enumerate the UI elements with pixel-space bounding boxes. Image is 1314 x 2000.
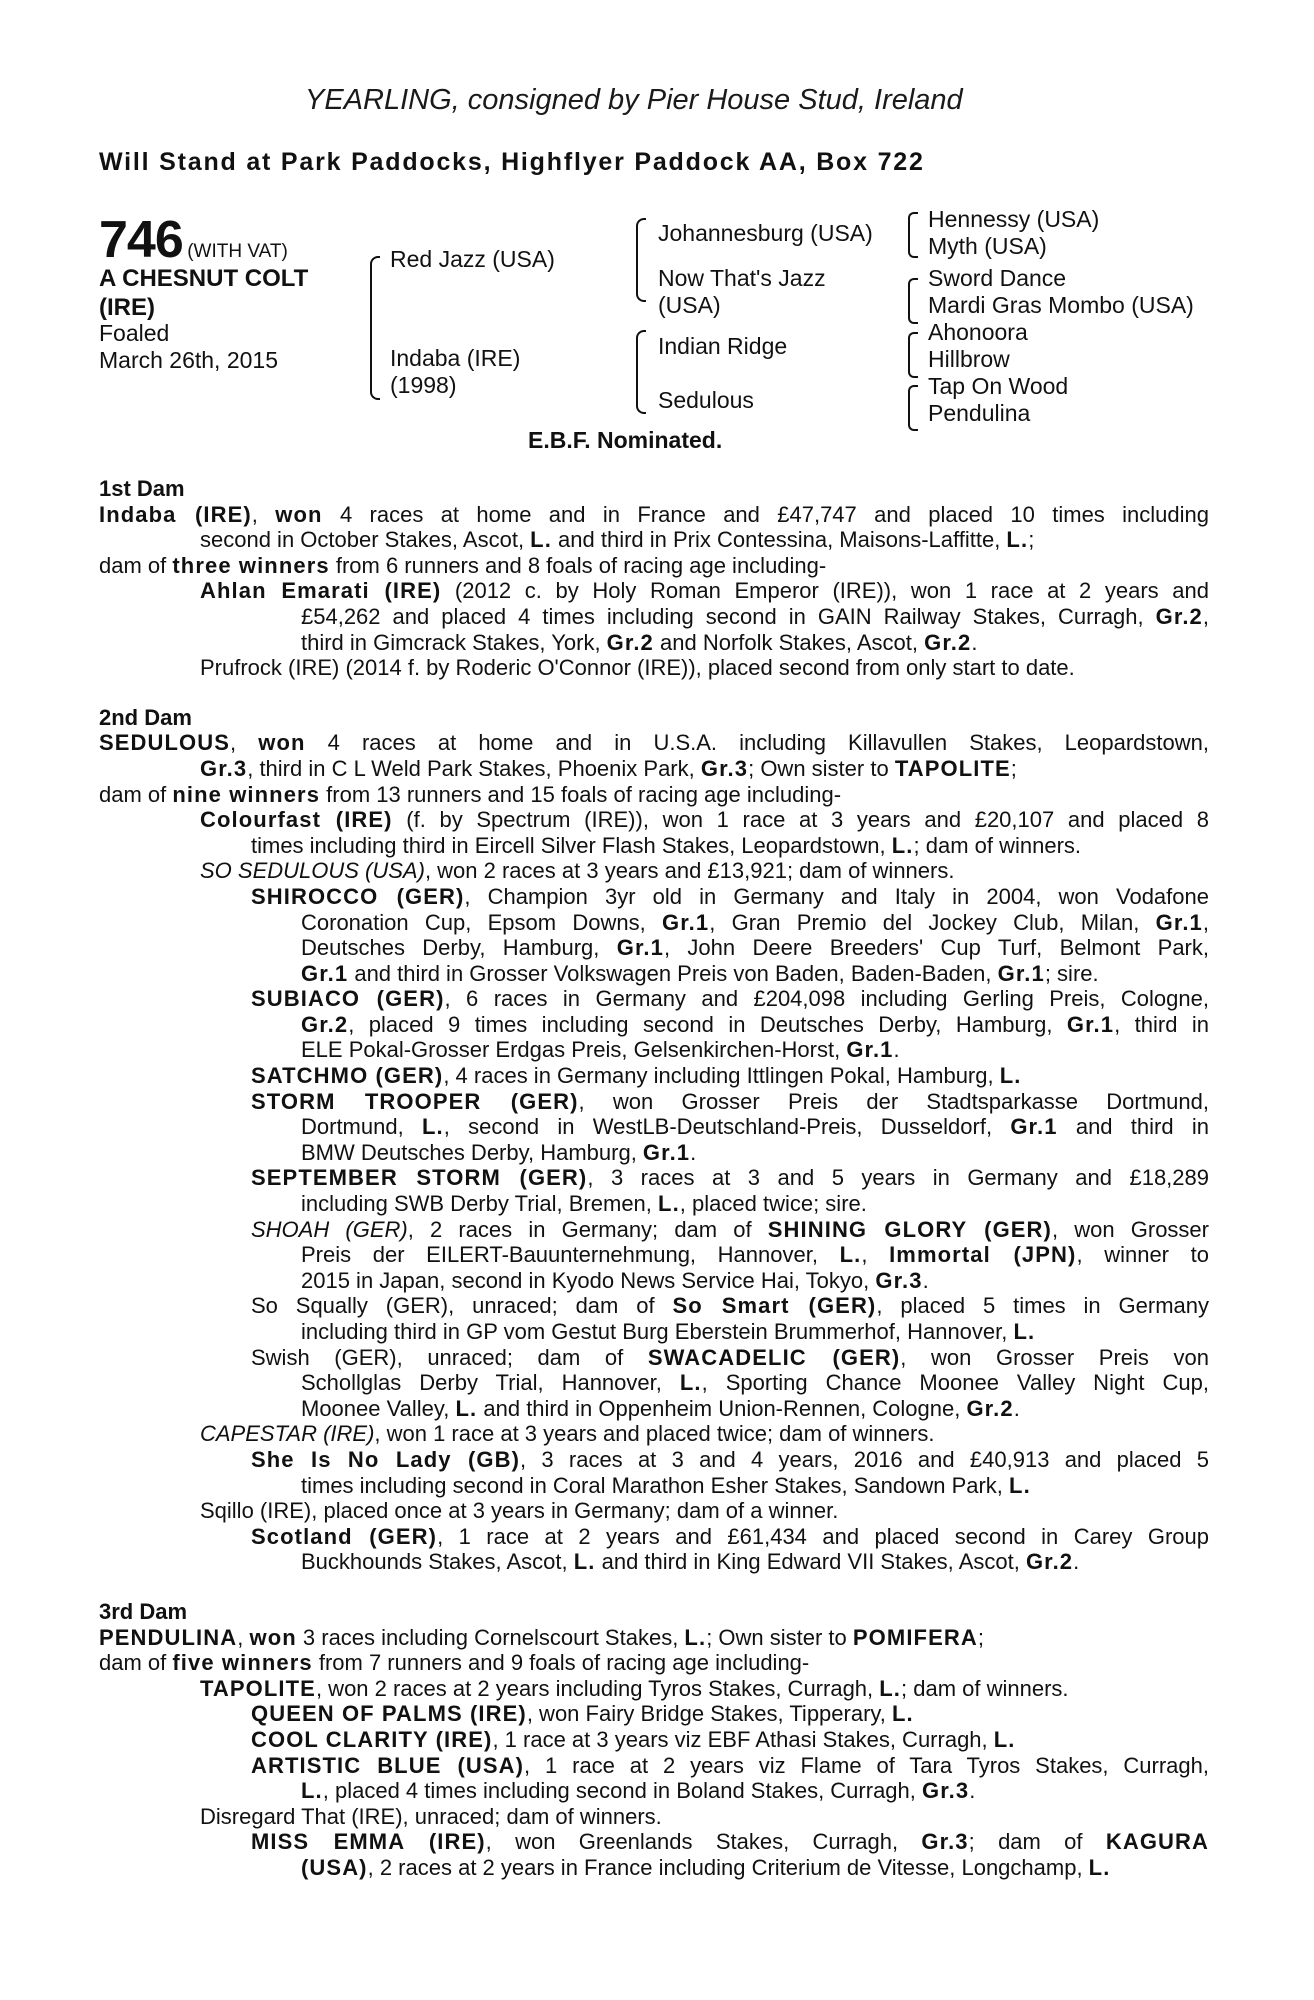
bold-text: L. (999, 1063, 1022, 1089)
pedigree-brace-g1 (908, 212, 918, 258)
plain-text: , (230, 730, 259, 756)
bold-text: She Is No Lady (GB) (251, 1446, 520, 1472)
record-line (99, 1421, 1209, 1447)
italic-text: CAPESTAR (IRE) (200, 1421, 375, 1447)
lot-number: 746 (99, 211, 183, 269)
plain-text: , 4 races in Germany including Ittlingen Pokal, Hamburg, (443, 1063, 1000, 1089)
record-line (99, 1293, 1209, 1319)
bold-text: won (249, 1624, 297, 1650)
plain-text: BMW Deutsches Derby, Hamburg, (301, 1139, 643, 1165)
plain-text: ELE Pokal-Grosser Erdgas Preis, Gelsenkirchen-Horst, (301, 1037, 847, 1063)
bold-text: TAPOLITE (894, 755, 1011, 781)
record-line (99, 1268, 1209, 1294)
plain-text: . (969, 1778, 976, 1804)
bold-text: Colourfast (IRE) (200, 807, 393, 833)
plain-text: ; (1028, 527, 1035, 553)
record-line (99, 1524, 1209, 1550)
plain-text: including third in GP vom Gestut Burg Eberstein Brummerhof, Hannover, (301, 1319, 1014, 1344)
pedigree-g8: Pendulina (928, 400, 1031, 426)
plain-text: second in October Stakes, Ascot, (200, 527, 531, 553)
bold-text: PENDULINA (99, 1624, 238, 1650)
plain-text: (f. by Spectrum (IRE)), won 1 race at 3 years and £20,107 and placed 8 (392, 807, 1209, 833)
bold-text: SEPTEMBER STORM (GER) (251, 1165, 588, 1191)
bold-text: SWACADELIC (GER) (647, 1344, 901, 1370)
record-line (99, 1676, 1209, 1702)
record-line (99, 910, 1209, 936)
bold-text: Gr.2 (606, 629, 654, 655)
record-line (99, 1701, 1209, 1727)
plain-text: dam of (99, 781, 173, 807)
pedigree-brace-sire (636, 218, 646, 302)
record-line (99, 1191, 1209, 1217)
bold-text: STORM TROOPER (GER) (251, 1088, 579, 1114)
bold-text: QUEEN OF PALMS (IRE) (251, 1701, 527, 1727)
record-line (99, 1012, 1209, 1038)
plain-text: and third in Oppenheim Union-Rennen, Cologne, (477, 1395, 967, 1421)
plain-text: , won 2 races at 3 years and £13,921; dam of winners. (424, 858, 955, 884)
record-line (99, 1855, 1209, 1881)
plain-text: , Champion 3yr old in Germany and Italy in 2004, won Vodafone (464, 883, 1209, 909)
bold-text: L. (1006, 527, 1029, 553)
bold-text: Ahlan Emarati (IRE) (200, 578, 442, 604)
bold-text: three winners (172, 552, 330, 578)
plain-text: ; (1010, 755, 1017, 781)
record-line (99, 1063, 1209, 1089)
plain-text: Disregard That (IRE), unraced; dam of winners. (200, 1803, 662, 1829)
record-line (99, 1114, 1209, 1140)
bold-text: L. (839, 1242, 862, 1268)
pedigree-g6: Hillbrow (928, 346, 1010, 372)
bold-text: POMIFERA (852, 1624, 978, 1650)
bold-text: L. (891, 832, 914, 858)
record-line (99, 756, 1209, 782)
bold-text: Gr.1 (616, 935, 664, 961)
bold-text: Gr.1 (1155, 909, 1203, 935)
plain-text: , won Greenlands Stakes, Curragh, (485, 1829, 922, 1855)
record-line (99, 1650, 1209, 1676)
pedigree-sire-sire: Johannesburg (USA) (658, 220, 873, 246)
record-line (99, 1829, 1209, 1855)
bold-text: L. (421, 1114, 444, 1140)
plain-text: , Gran Premio del Jockey Club, Milan, (709, 909, 1156, 935)
plain-text: , 3 races at 3 and 5 years in Germany and £18,289 (587, 1165, 1209, 1191)
bold-text: SEDULOUS (99, 730, 231, 756)
record-line (99, 1778, 1209, 1804)
plain-text: 2015 in Japan, second in Kyodo News Service Hai, Tokyo, (301, 1267, 876, 1293)
plain-text: . (893, 1037, 900, 1063)
bold-text: Gr.1 (301, 960, 349, 986)
plain-text: , (251, 501, 276, 527)
plain-text: ; Own sister to (748, 755, 895, 781)
plain-text: , 3 races at 3 and 4 years, 2016 and £40,913 and placed 5 (520, 1446, 1209, 1472)
pedigree-brace-dam (636, 330, 646, 414)
bold-text: Gr.3 (922, 1778, 970, 1804)
bold-text: L. (679, 1370, 702, 1396)
plain-text: Coronation Cup, Epsom Downs, (301, 909, 662, 935)
record-line (99, 1804, 1209, 1830)
record-line (99, 1319, 1209, 1345)
record-line (99, 1089, 1209, 1115)
bold-text: Gr.3 (200, 755, 248, 781)
lot-number-block (99, 210, 288, 270)
bold-text: So Smart (GER) (672, 1293, 877, 1319)
bold-text: L. (879, 1675, 902, 1701)
bold-text: SHINING GLORY (GER) (767, 1216, 1052, 1242)
bold-text: L. (455, 1395, 478, 1421)
record-line (99, 1140, 1209, 1166)
plain-text: So Squally (GER), unraced; dam of (251, 1293, 673, 1319)
plain-text: , placed 9 times including second in Deutsches Derby, Hamburg, (348, 1011, 1067, 1037)
plain-text: Dortmund, (301, 1114, 422, 1140)
bold-text: L. (993, 1726, 1016, 1752)
vat-note: (WITH VAT) (187, 241, 288, 262)
pedigree-brace-g3 (908, 332, 918, 378)
bold-text: Gr.1 (662, 909, 710, 935)
record-line (99, 782, 1209, 808)
pedigree-sire: Red Jazz (USA) (390, 246, 555, 272)
bold-text: L. (1009, 1472, 1031, 1498)
record-line (99, 502, 1209, 528)
bold-text: Gr.3 (875, 1267, 923, 1293)
plain-text: . (690, 1139, 697, 1165)
pedigree-sire-dam-line2: (USA) (658, 292, 721, 318)
bold-text: Gr.1 (846, 1037, 894, 1063)
plain-text: . (971, 629, 978, 655)
plain-text: , (861, 1242, 890, 1268)
record-line (99, 986, 1209, 1012)
bold-text: Gr.3 (921, 1829, 969, 1855)
bold-text: (USA) (301, 1854, 368, 1880)
plain-text: from 6 runners and 8 foals of racing age including- (329, 552, 827, 578)
plain-text: , won Grosser (1051, 1216, 1209, 1242)
bold-text: SUBIACO (GER) (251, 986, 445, 1012)
bold-text: Gr.1 (1010, 1114, 1058, 1140)
bold-text: Gr.2 (924, 629, 972, 655)
bold-text: Gr.1 (997, 960, 1045, 986)
bold-text: Immortal (JPN) (889, 1242, 1077, 1268)
record-line (99, 1473, 1209, 1499)
record-line (99, 1242, 1209, 1268)
bold-text: L. (1088, 1854, 1111, 1880)
plain-text: , 1 race at 2 years viz Flame of Tara Tyros Stakes, Curragh, (524, 1752, 1209, 1778)
record-line (99, 1625, 1209, 1651)
plain-text: , second in WestLB-Deutschland-Preis, Dusseldorf, (443, 1114, 1011, 1140)
plain-text: Swish (GER), unraced; dam of (251, 1344, 648, 1370)
bold-text: L. (684, 1624, 707, 1650)
plain-text: and Norfolk Stakes, Ascot, (653, 629, 925, 655)
plain-text: , 6 races in Germany and £204,098 including Gerling Preis, Cologne, (444, 986, 1209, 1012)
record-line (99, 1727, 1209, 1753)
plain-text: ; Own sister to (706, 1624, 853, 1650)
pedigree-g1: Hennessy (USA) (928, 206, 1100, 232)
plain-text: Deutsches Derby, Hamburg, (301, 935, 617, 961)
pedigree-g3: Sword Dance (928, 265, 1067, 291)
plain-text: (2012 c. by Holy Roman Emperor (IRE)), won 1 race at 2 years and (441, 578, 1209, 604)
bold-text: Gr.1 (642, 1139, 691, 1165)
bold-text: won (275, 501, 323, 527)
plain-text: 4 races at home and in France and £47,747 and placed 10 times including (322, 501, 1209, 527)
plain-text: , (237, 1624, 250, 1650)
section-heading: 1st Dam (99, 476, 185, 501)
bold-text: Scotland (GER) (251, 1523, 438, 1549)
bold-text: L. (301, 1778, 323, 1804)
pedigree-sire-dam-line1: Now That's Jazz (658, 265, 826, 291)
record-line (99, 527, 1209, 553)
bold-text: ARTISTIC BLUE (USA) (251, 1752, 525, 1778)
bold-text: Gr.2 (1155, 603, 1203, 629)
record-line (99, 884, 1209, 910)
plain-text: 4 races at home and in U.S.A. including Killavullen Stakes, Leopardstown, (305, 730, 1209, 756)
pedigree-brace-g2 (908, 278, 918, 324)
record-line (99, 1370, 1209, 1396)
foaled-label: Foaled (99, 320, 170, 346)
italic-text: SHOAH (GER) (251, 1216, 408, 1242)
bold-text: L. (530, 527, 552, 553)
plain-text: dam of (99, 552, 173, 578)
bold-text: Gr.1 (1066, 1011, 1115, 1037)
plain-text: , third in (1114, 1011, 1209, 1037)
record-line (99, 578, 1209, 604)
plain-text: from 13 runners and 15 foals of racing age including- (320, 781, 842, 807)
section-heading: 2nd Dam (99, 704, 192, 730)
italic-text: SO SEDULOUS (USA) (200, 858, 425, 884)
plain-text: Preis der EILERT-Bauunternehmung, Hannover, (301, 1242, 840, 1268)
record-line (99, 1037, 1209, 1063)
record-line (99, 1345, 1209, 1371)
plain-text: and third in King Edward VII Stakes, Ascot, (595, 1549, 1026, 1575)
bold-text: L. (892, 1701, 914, 1727)
plain-text: , Sporting Chance Moonee Valley Night Cup, (701, 1370, 1209, 1396)
section-heading: 3rd Dam (99, 1598, 188, 1624)
bold-text: five winners (172, 1650, 313, 1676)
bold-text: Gr.2 (1025, 1549, 1074, 1575)
plain-text: , placed 5 times in Germany (876, 1293, 1209, 1319)
plain-text: Sqillo (IRE), placed once at 3 years in Germany; dam of a winner. (200, 1498, 839, 1524)
plain-text: , winner to (1076, 1242, 1209, 1268)
bold-text: COOL CLARITY (IRE) (251, 1726, 493, 1752)
record-line (99, 833, 1209, 859)
plain-text: , won 1 race at 3 years and placed twice; dam of winners. (374, 1421, 935, 1447)
plain-text: ; dam of (968, 1829, 1106, 1855)
plain-text: Buckhounds Stakes, Ascot, (301, 1549, 574, 1575)
record-line (99, 1217, 1209, 1243)
plain-text: dam of (99, 1650, 173, 1676)
plain-text: , John Deere Breeders' Cup Turf, Belmont Park, (663, 935, 1209, 961)
ebf-nominated: E.B.F. Nominated. (528, 427, 723, 453)
plain-text: from 7 runners and 9 foals of racing age including- (312, 1650, 810, 1676)
pedigree-dam-dam: Sedulous (658, 387, 754, 413)
bold-text: KAGURA (1105, 1829, 1210, 1855)
plain-text: times including second in Coral Marathon Esher Stakes, Sandown Park, (301, 1472, 1010, 1498)
plain-text: ; dam of winners. (901, 1675, 1069, 1701)
plain-text: , placed 4 times including second in Boland Stakes, Curragh, (322, 1778, 922, 1804)
plain-text: ; (977, 1624, 984, 1650)
plain-text: and third in Grosser Volkswagen Preis von Baden, Baden-Baden, (348, 960, 998, 986)
pedigree-g4: Mardi Gras Mombo (USA) (928, 292, 1194, 318)
bold-text: MISS EMMA (IRE) (251, 1829, 486, 1855)
lot-description-1: A CHESNUT COLT (99, 265, 309, 292)
record-line (99, 655, 1209, 681)
plain-text: , 1 race at 3 years viz EBF Athasi Stakes, Curragh, (492, 1726, 994, 1752)
record-line (99, 807, 1209, 833)
record-line (99, 630, 1209, 656)
pedigree-dam-line2: (1998) (390, 372, 457, 398)
bold-text: Gr.2 (301, 1011, 349, 1037)
record-line (99, 1447, 1209, 1473)
foaled-date: March 26th, 2015 (99, 347, 279, 373)
record-line (99, 1396, 1209, 1422)
record-line (99, 1549, 1209, 1575)
plain-text: , 1 race at 2 years and £61,434 and placed second in Carey Group (437, 1523, 1209, 1549)
plain-text: , (1202, 603, 1209, 629)
plain-text: , won Grosser Preis der Stadtsparkasse Dortmund, (578, 1088, 1209, 1114)
plain-text: Schollglas Derby Trial, Hannover, (301, 1370, 680, 1396)
bold-text: Indaba (IRE) (99, 501, 252, 527)
bold-text: L. (573, 1549, 596, 1575)
record-line (99, 935, 1209, 961)
plain-text: including SWB Derby Trial, Bremen, (301, 1191, 659, 1217)
plain-text: and third in Prix Contessina, Maisons-Laffitte, (551, 527, 1007, 553)
record-line (99, 1498, 1209, 1524)
consignment-line: YEARLING, consigned by Pier House Stud, Ireland (305, 84, 963, 116)
pedigree-brace-parents (370, 256, 380, 400)
plain-text: , third in C L Weld Park Stakes, Phoenix Park, (247, 755, 701, 781)
bold-text: won (258, 730, 306, 756)
pedigree-brace-g4 (908, 385, 918, 431)
plain-text: , (1202, 909, 1210, 935)
record-line (99, 1165, 1209, 1191)
bold-text: L. (1013, 1319, 1036, 1344)
pedigree-g7: Tap On Wood (928, 373, 1069, 399)
plain-text: , 2 races at 2 years in France including Criterium de Vitesse, Longchamp, (367, 1854, 1089, 1880)
plain-text: , won 2 races at 2 years including Tyros Stakes, Curragh, (315, 1675, 880, 1701)
plain-text: , placed twice; sire. (679, 1191, 867, 1217)
pedigree-dam-sire: Indian Ridge (658, 333, 788, 359)
plain-text: , 2 races in Germany; dam of (407, 1216, 768, 1242)
plain-text: £54,262 and placed 4 times including second in GAIN Railway Stakes, Curragh, (301, 603, 1156, 629)
bold-text: nine winners (172, 781, 321, 807)
record-line (99, 604, 1209, 630)
record-line (99, 553, 1209, 579)
record-line (99, 1753, 1209, 1779)
bold-text: Gr.3 (700, 755, 749, 781)
pedigree-g2: Myth (USA) (928, 233, 1047, 259)
bold-text: SATCHMO (GER) (251, 1063, 444, 1089)
record-line (99, 730, 1209, 756)
plain-text: Prufrock (IRE) (2014 f. by Roderic O'Connor (IRE)), placed second from only start to date. (200, 655, 1075, 681)
lot-description-2: (IRE) (99, 294, 155, 321)
plain-text: Moonee Valley, (301, 1395, 456, 1421)
record-line (99, 961, 1209, 987)
plain-text: . (1073, 1549, 1080, 1575)
plain-text: ; sire. (1044, 960, 1099, 986)
bold-text: Gr.2 (966, 1395, 1014, 1421)
stand-location: Will Stand at Park Paddocks, Highflyer Paddock AA, Box 722 (99, 148, 925, 176)
pedigree-g5: Ahonoora (928, 319, 1028, 345)
record-line (99, 858, 1209, 884)
bold-text: TAPOLITE (200, 1675, 316, 1701)
plain-text: third in Gimcrack Stakes, York, (301, 629, 607, 655)
plain-text: and third in (1057, 1114, 1209, 1140)
plain-text: . (1013, 1395, 1020, 1421)
plain-text: times including third in Eircell Silver Flash Stakes, Leopardstown, (251, 832, 892, 858)
pedigree-dam-line1: Indaba (IRE) (390, 345, 521, 371)
plain-text: . (922, 1267, 929, 1293)
plain-text: ; dam of winners. (913, 832, 1082, 858)
plain-text: 3 races including Cornelscourt Stakes, (296, 1624, 685, 1650)
bold-text: SHIROCCO (GER) (251, 883, 465, 909)
bold-text: L. (658, 1191, 680, 1217)
dam-records (99, 476, 1209, 1880)
plain-text: , won Fairy Bridge Stakes, Tipperary, (526, 1701, 893, 1727)
plain-text: , won Grosser Preis von (900, 1344, 1209, 1370)
